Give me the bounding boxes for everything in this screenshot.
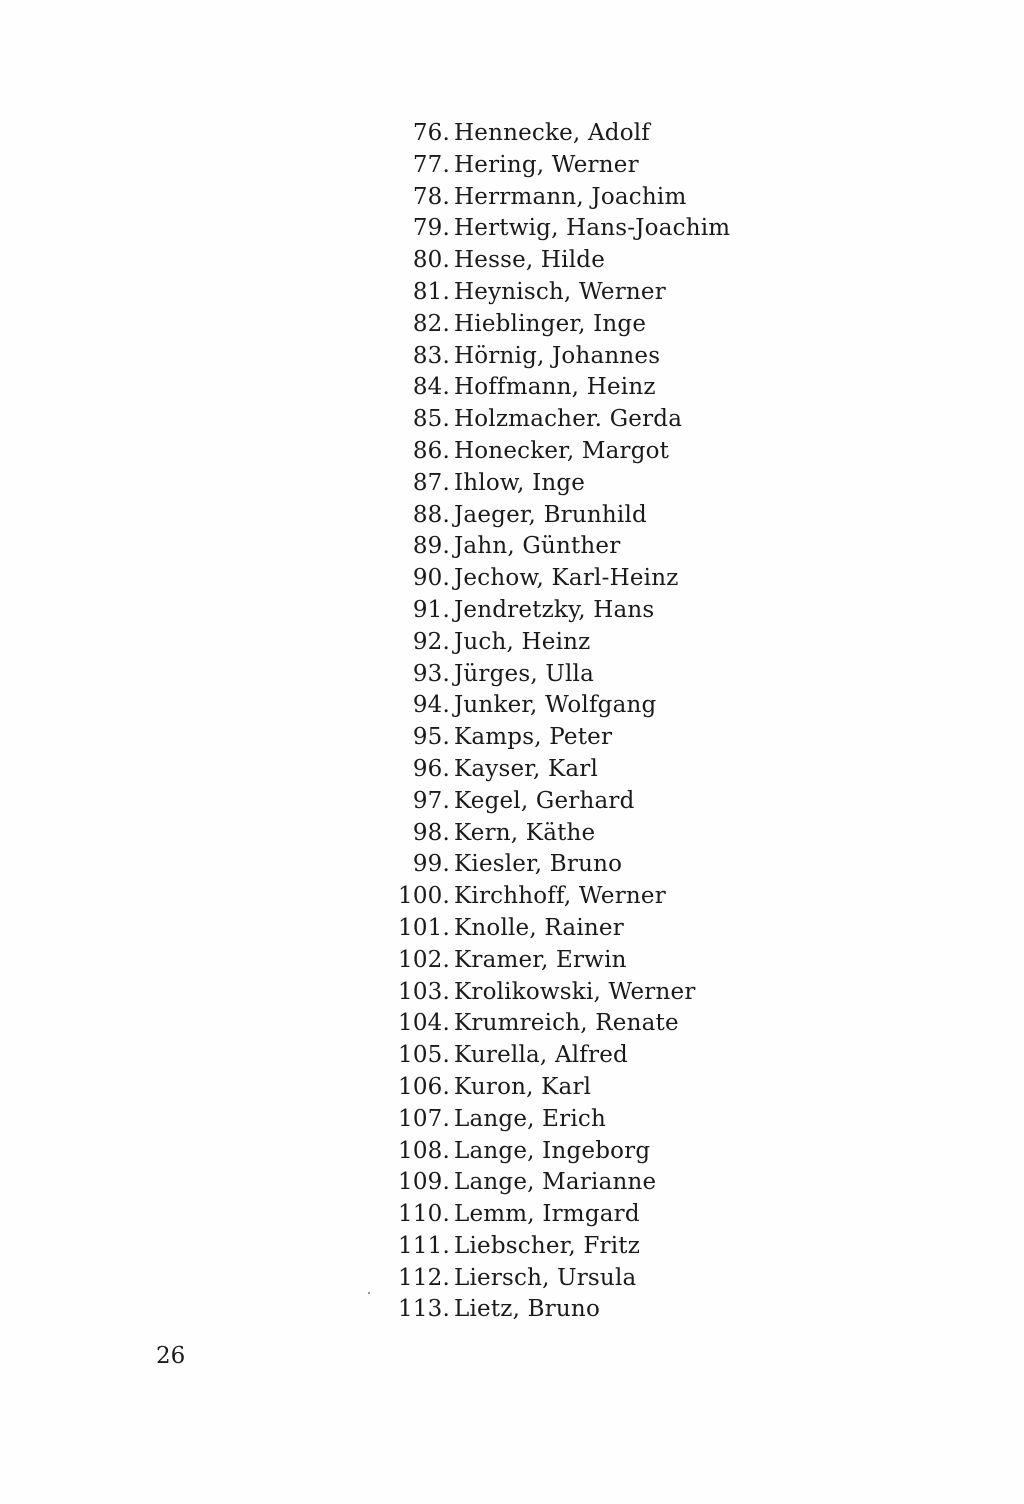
list-entry xyxy=(380,277,730,309)
entry-name: Jürges, Ulla xyxy=(454,660,594,687)
entry-number: 76. xyxy=(412,120,450,146)
list-entry xyxy=(380,372,730,404)
entry-number: 97. xyxy=(412,787,450,814)
entry-name: Heynisch, Werner xyxy=(454,278,666,305)
entry-number: 93. xyxy=(412,660,450,687)
entry-name: Hertwig, Hans-Joachim xyxy=(454,215,731,242)
list-entry xyxy=(380,1294,730,1326)
entry-name: Kramer, Erwin xyxy=(454,946,627,973)
entry-number: 103. xyxy=(397,978,450,1005)
entry-name: Kuron, Karl xyxy=(454,1073,592,1100)
entry-name: Kamps, Peter xyxy=(454,724,613,751)
entry-name: Liebscher, Fritz xyxy=(454,1232,641,1259)
entry-number: 102. xyxy=(397,946,450,973)
list-entry xyxy=(380,213,730,245)
list-entry xyxy=(380,150,730,182)
entry-name: Hoffmann, Heinz xyxy=(454,374,656,401)
entry-number: 111. xyxy=(397,1232,450,1259)
list-entry xyxy=(380,913,730,945)
list-entry xyxy=(380,468,730,500)
entry-number: 113. xyxy=(397,1296,450,1323)
list-entry xyxy=(380,563,730,595)
entry-name: Lange, Marianne xyxy=(454,1169,657,1196)
list-entry xyxy=(380,881,730,913)
entry-number: 84. xyxy=(412,374,450,401)
list-entry xyxy=(380,1136,730,1168)
list-entry xyxy=(380,945,730,977)
list-entry xyxy=(380,786,730,818)
entry-number: 101. xyxy=(397,914,450,941)
entry-name: Jahn, Günther xyxy=(454,533,621,560)
entry-name: Herrmann, Joachim xyxy=(454,183,687,210)
page-number: 26 xyxy=(156,1343,186,1369)
entry-name: Hering, Werner xyxy=(454,151,639,178)
entry-name: Jechow, Karl-Heinz xyxy=(454,565,679,592)
entry-number: 106. xyxy=(397,1073,450,1100)
list-entry xyxy=(380,1040,730,1072)
entry-number: 94. xyxy=(412,692,450,719)
entry-number: 83. xyxy=(412,342,450,369)
entry-number: 104. xyxy=(397,1010,450,1037)
entry-name: Kirchhoff, Werner xyxy=(454,883,666,910)
entry-number: 86. xyxy=(412,437,450,464)
entry-number: 92. xyxy=(412,628,450,655)
list-entry xyxy=(380,659,730,691)
entry-name: Hörnig, Johannes xyxy=(454,342,661,369)
list-entry xyxy=(380,245,730,277)
entry-name: Lange, Ingeborg xyxy=(454,1137,651,1164)
list-entry xyxy=(380,754,730,786)
entry-name: Honecker, Margot xyxy=(454,437,670,464)
entry-name: Krolikowski, Werner xyxy=(454,978,696,1005)
list-entry xyxy=(380,849,730,881)
list-entry xyxy=(380,341,730,373)
entry-name: Holzmacher. Gerda xyxy=(454,406,683,433)
entry-number: 91. xyxy=(412,596,450,623)
entry-name: Hennecke, Adolf xyxy=(454,120,651,146)
entry-number: 79. xyxy=(412,215,450,242)
list-entry xyxy=(380,1008,730,1040)
list-entry xyxy=(380,404,730,436)
list-entry xyxy=(380,627,730,659)
list-entry xyxy=(380,1231,730,1263)
entry-name: Kiesler, Bruno xyxy=(454,851,623,878)
entry-number: 82. xyxy=(412,310,450,337)
entry-number: 98. xyxy=(412,819,450,846)
entry-number: 105. xyxy=(397,1042,450,1069)
entry-name: Jaeger, Brunhild xyxy=(454,501,647,528)
list-entry xyxy=(380,1104,730,1136)
entry-number: 85. xyxy=(412,406,450,433)
list-entry xyxy=(380,722,730,754)
entry-number: 95. xyxy=(412,724,450,751)
list-entry xyxy=(380,500,730,532)
entry-name: Kurella, Alfred xyxy=(454,1042,628,1069)
list-entry xyxy=(380,1072,730,1104)
entry-name: Lange, Erich xyxy=(454,1105,606,1132)
entry-name: Knolle, Rainer xyxy=(454,914,624,941)
entry-number: 88. xyxy=(412,501,450,528)
entry-name: Juch, Heinz xyxy=(454,628,591,655)
list-entry xyxy=(380,1199,730,1231)
entry-number: 77. xyxy=(412,151,450,178)
list-entry xyxy=(380,818,730,850)
entry-name: Kegel, Gerhard xyxy=(454,787,635,814)
member-name-list xyxy=(380,118,730,1326)
entry-name: Kern, Käthe xyxy=(454,819,596,846)
entry-name: Hesse, Hilde xyxy=(454,247,606,274)
list-entry xyxy=(380,595,730,627)
entry-number: 90. xyxy=(412,565,450,592)
entry-name: Jendretzky, Hans xyxy=(454,596,655,623)
entry-name: Lietz, Bruno xyxy=(454,1296,600,1323)
entry-number: 107. xyxy=(397,1105,450,1132)
entry-number: 110. xyxy=(397,1201,450,1228)
entry-name: Kayser, Karl xyxy=(454,755,599,782)
list-entry xyxy=(380,1263,730,1295)
entry-name: Ihlow, Inge xyxy=(454,469,586,496)
entry-name: Krumreich, Renate xyxy=(454,1010,679,1037)
entry-number: 81. xyxy=(412,278,450,305)
list-entry xyxy=(380,309,730,341)
entry-name: Liersch, Ursula xyxy=(454,1264,637,1291)
entry-name: Hieblinger, Inge xyxy=(454,310,647,337)
entry-number: 80. xyxy=(412,247,450,274)
entry-number: 78. xyxy=(412,183,450,210)
list-entry xyxy=(380,1167,730,1199)
list-entry xyxy=(380,182,730,214)
entry-number: 89. xyxy=(412,533,450,560)
entry-number: 108. xyxy=(397,1137,450,1164)
list-entry xyxy=(380,977,730,1009)
entry-number: 87. xyxy=(412,469,450,496)
list-entry xyxy=(380,531,730,563)
entry-number: 96. xyxy=(412,755,450,782)
list-entry xyxy=(380,690,730,722)
entry-name: Junker, Wolfgang xyxy=(454,692,657,719)
entry-number: 99. xyxy=(412,851,450,878)
entry-number: 100. xyxy=(397,883,450,910)
list-entry xyxy=(380,436,730,468)
entry-name: Lemm, Irmgard xyxy=(454,1201,640,1228)
entry-number: 112. xyxy=(397,1264,450,1291)
entry-number: 109. xyxy=(397,1169,450,1196)
list-entry xyxy=(380,118,730,150)
print-speck xyxy=(368,1292,370,1294)
